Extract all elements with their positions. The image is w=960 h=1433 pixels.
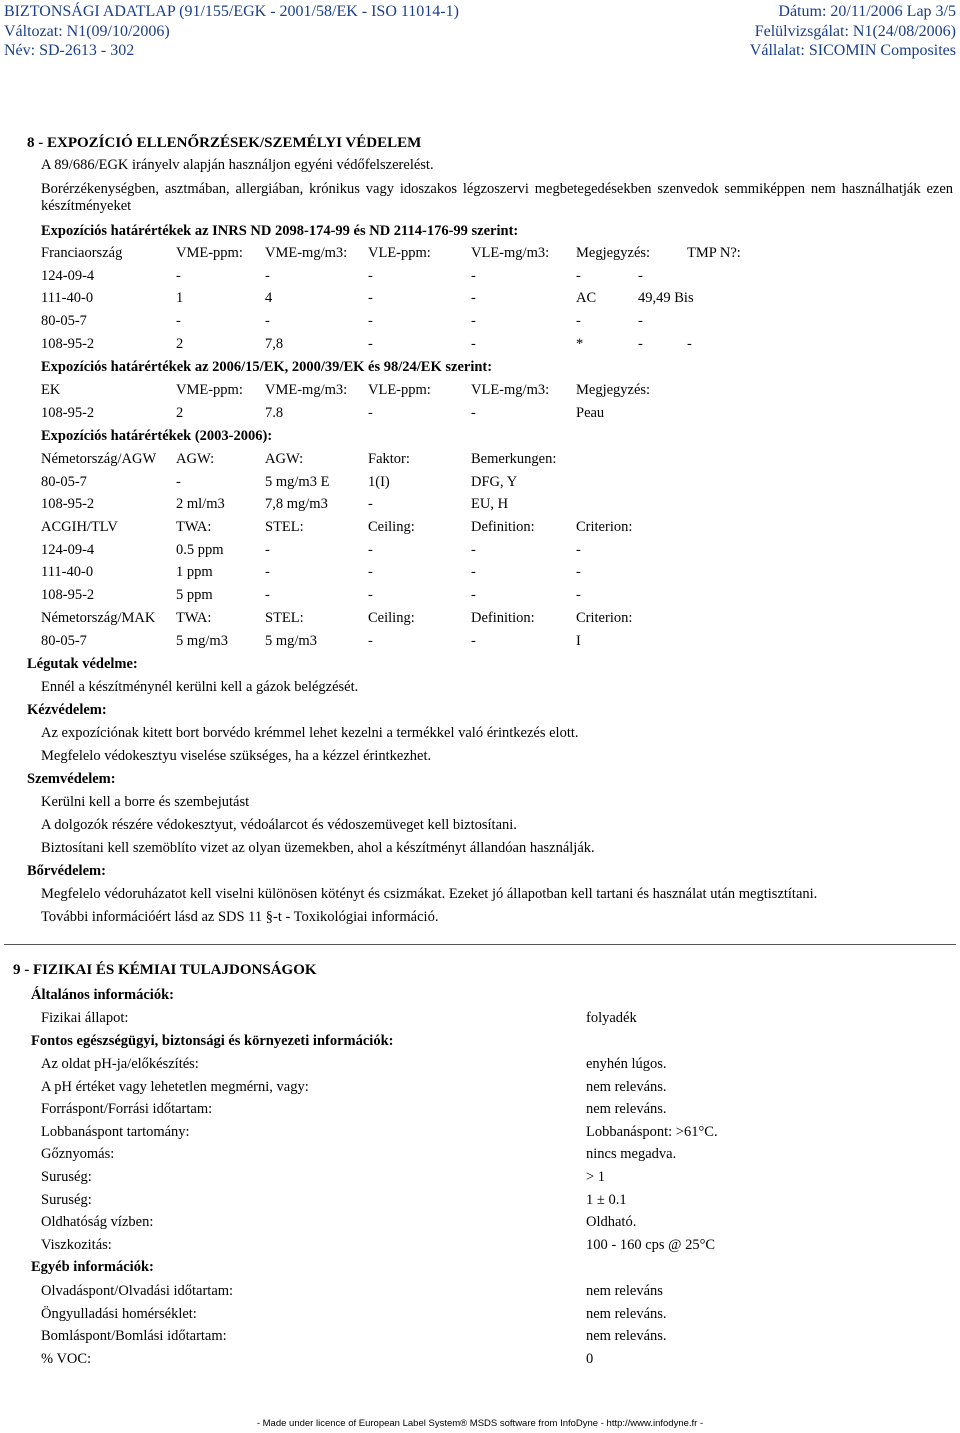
table-cell: Faktor: bbox=[368, 451, 410, 467]
table-cell: - bbox=[265, 541, 270, 558]
property-value: Oldható. bbox=[586, 1214, 637, 1231]
table-cell: Peau bbox=[576, 404, 605, 421]
property-label: Bomláspont/Bomlási időtartam: bbox=[41, 1328, 227, 1345]
table-cell: 7,8 mg/m3 bbox=[265, 496, 328, 513]
table-cell: - bbox=[368, 632, 373, 649]
table-cell: Megjegyzés: bbox=[576, 245, 651, 261]
table-cell: - bbox=[176, 313, 181, 330]
table-row bbox=[41, 496, 941, 519]
property-value: 100 - 160 cps @ 25°C bbox=[586, 1236, 716, 1253]
section-divider bbox=[4, 944, 956, 945]
other-info-heading: Egyéb információk: bbox=[31, 1259, 154, 1275]
table-cell: VLE-mg/m3: bbox=[471, 245, 550, 261]
footer-licence: - Made under licence of European Label System® MSDS software from InfoDyne - http://www.infodyne.fr - bbox=[256, 1418, 704, 1429]
table-cell: EU, H bbox=[471, 496, 509, 513]
table-row bbox=[41, 290, 941, 313]
table-cell: Ceiling: bbox=[368, 519, 415, 536]
table-cell: 7.8 bbox=[265, 404, 284, 421]
table-cell: 108-95-2 bbox=[41, 404, 95, 421]
table-row bbox=[41, 519, 941, 542]
table-cell: 108-95-2 bbox=[41, 587, 95, 604]
property-label: A pH értéket vagy lehetetlen megmérni, vagy: bbox=[41, 1078, 309, 1095]
table-cell: Definition: bbox=[471, 609, 535, 626]
table-cell: 2 bbox=[176, 335, 184, 352]
table-cell: - bbox=[638, 313, 643, 330]
table-cell: - bbox=[638, 267, 643, 284]
property-value: enyhén lúgos. bbox=[586, 1056, 667, 1072]
table-cell: 1(I) bbox=[368, 473, 390, 490]
property-label: Olvadáspont/Olvadási időtartam: bbox=[41, 1283, 234, 1299]
table-cell: 80-05-7 bbox=[41, 632, 87, 649]
table-row bbox=[41, 564, 941, 587]
table-cell: VLE-ppm: bbox=[368, 245, 431, 261]
sensitivity-warning: Borérzékenységben, asztmában, allergiában, krónikus vagy idoszakos légzoszervi megbetegedésekben szenvedok semmiképpen nem használhatják ezen készítményeket bbox=[41, 181, 953, 214]
table-cell: - bbox=[368, 335, 373, 352]
general-info-heading: Általános információk: bbox=[31, 987, 174, 1003]
table-row bbox=[41, 313, 941, 336]
property-row bbox=[41, 1237, 921, 1260]
table-cell: - bbox=[368, 290, 373, 307]
inrs-heading: Expozíciós határértékek az INRS ND 2098-174-99 és ND 2114-176-99 szerint: bbox=[41, 223, 519, 239]
version-label: Változat: N1(09/10/2006) bbox=[4, 23, 170, 40]
company-name: Vállalat: SICOMIN Composites bbox=[749, 42, 956, 59]
table-cell: 1 ppm bbox=[176, 564, 213, 581]
hand-text-1: Az expozíciónak kitett bort borvédo krémmel lehet kezelni a termékkel való érintkezés elott. bbox=[41, 725, 579, 741]
property-value: > 1 bbox=[586, 1168, 606, 1185]
table-cell: VME-ppm: bbox=[176, 382, 243, 398]
table-cell: 4 bbox=[265, 290, 273, 307]
table-cell: - bbox=[471, 335, 476, 352]
table-cell: AGW: bbox=[176, 451, 215, 467]
property-label: Viszkozitás: bbox=[41, 1236, 112, 1253]
table-cell: - bbox=[471, 632, 476, 649]
period-heading: Expozíciós határértékek (2003-2006): bbox=[41, 428, 273, 444]
table-row bbox=[41, 587, 941, 610]
table-row bbox=[41, 336, 941, 359]
property-value: nem releváns bbox=[586, 1283, 663, 1299]
table-cell: - bbox=[368, 541, 373, 558]
table-cell: 111-40-0 bbox=[41, 290, 94, 307]
table-cell: - bbox=[576, 313, 581, 330]
table-cell: 1 bbox=[176, 290, 184, 307]
property-row bbox=[41, 1169, 921, 1192]
table-cell: Németország/AGW bbox=[41, 451, 157, 467]
property-label: Suruség: bbox=[41, 1168, 92, 1185]
table-cell: 5 ppm bbox=[176, 587, 213, 604]
table-cell: TWA: bbox=[176, 519, 212, 536]
property-value: nem releváns. bbox=[586, 1101, 667, 1118]
table-cell: STEL: bbox=[265, 609, 304, 626]
ek-limits-table bbox=[41, 382, 941, 427]
table-cell: - bbox=[368, 313, 373, 330]
table-row bbox=[41, 633, 941, 656]
table-cell: 2 bbox=[176, 404, 184, 421]
eye-text-3: Biztosítani kell szemöblíto vizet az olyan üzemekben, ahol a készítményt állandóan használják. bbox=[41, 840, 595, 856]
table-cell: TWA: bbox=[176, 609, 212, 626]
table-cell: - bbox=[176, 267, 181, 284]
table-row bbox=[41, 245, 941, 268]
table-cell: Ceiling: bbox=[368, 609, 415, 626]
property-value: nem releváns. bbox=[586, 1078, 667, 1095]
table-cell: 124-09-4 bbox=[41, 541, 95, 558]
safety-info-list bbox=[41, 1056, 921, 1259]
revision-label: Felülvizsgálat: N1(24/08/2006) bbox=[754, 23, 956, 40]
skin-text-2: További információért lásd az SDS 11 §-t - Toxikológiai információ. bbox=[41, 909, 439, 925]
property-row bbox=[41, 1283, 921, 1306]
eye-text-2: A dolgozók részére védokesztyut, védoálarcot és védoszemüveget kell biztosítani. bbox=[41, 817, 517, 833]
property-row bbox=[41, 1146, 921, 1169]
table-cell: 80-05-7 bbox=[41, 473, 87, 490]
table-cell: - bbox=[176, 473, 181, 490]
table-cell: - bbox=[368, 404, 373, 421]
directive-text: A 89/686/EGK irányelv alapján használjon egyéni védőfelszerelést. bbox=[41, 157, 434, 173]
property-label: Az oldat pH-ja/előkészítés: bbox=[41, 1056, 199, 1072]
property-label: Fizikai állapot: bbox=[41, 1010, 129, 1026]
table-cell: VME-mg/m3: bbox=[265, 245, 348, 261]
table-cell: 5 mg/m3 bbox=[176, 632, 228, 649]
property-value: Lobbanáspont: >61°C. bbox=[586, 1123, 718, 1140]
table-cell: 5 mg/m3 bbox=[265, 632, 317, 649]
table-cell: - bbox=[368, 267, 373, 284]
property-label: Forráspont/Forrási időtartam: bbox=[41, 1101, 213, 1118]
table-cell: - bbox=[265, 587, 270, 604]
property-row bbox=[41, 1306, 921, 1329]
table-cell: Criterion: bbox=[576, 519, 633, 536]
property-label: % VOC: bbox=[41, 1350, 92, 1367]
table-cell: Bemerkungen: bbox=[471, 451, 557, 467]
property-value: folyadék bbox=[586, 1010, 637, 1026]
hand-heading: Kézvédelem: bbox=[27, 702, 107, 718]
property-value: 1 ± 0.1 bbox=[586, 1191, 627, 1208]
skin-heading: Bőrvédelem: bbox=[27, 863, 106, 879]
table-cell: 7,8 bbox=[265, 335, 284, 352]
table-cell: - bbox=[576, 587, 581, 604]
table-cell: - bbox=[471, 290, 476, 307]
table-row bbox=[41, 610, 941, 633]
table-row bbox=[41, 382, 941, 405]
table-cell: 108-95-2 bbox=[41, 335, 95, 352]
date-page: Dátum: 20/11/2006 Lap 3/5 bbox=[778, 3, 956, 20]
table-cell: 108-95-2 bbox=[41, 496, 95, 513]
property-row bbox=[41, 1010, 921, 1033]
table-cell: Megjegyzés: bbox=[576, 382, 651, 398]
table-cell: 80-05-7 bbox=[41, 313, 87, 330]
table-cell: - bbox=[265, 313, 270, 330]
eye-text-1: Kerülni kell a borre és szembejutást bbox=[41, 794, 250, 810]
table-cell: VLE-ppm: bbox=[368, 382, 431, 398]
table-cell: - bbox=[576, 564, 581, 581]
table-cell: * bbox=[576, 335, 584, 352]
table-cell: Németország/MAK bbox=[41, 609, 156, 626]
section9-title: 9 - FIZIKAI ÉS KÉMIAI TULAJDONSÁGOK bbox=[13, 962, 317, 978]
table-cell: VLE-mg/m3: bbox=[471, 382, 550, 398]
table-cell: VME-mg/m3: bbox=[265, 382, 348, 398]
property-value: nem releváns. bbox=[586, 1305, 667, 1322]
table-row bbox=[41, 268, 941, 291]
table-cell: 111-40-0 bbox=[41, 564, 94, 581]
table-cell: 0.5 ppm bbox=[176, 541, 224, 558]
product-name: Név: SD-2613 - 302 bbox=[4, 42, 135, 59]
property-row bbox=[41, 1214, 921, 1237]
table-cell: 2 ml/m3 bbox=[176, 496, 225, 513]
table-cell: - bbox=[687, 335, 692, 352]
eye-heading: Szemvédelem: bbox=[27, 771, 116, 787]
property-label: Lobbanáspont tartomány: bbox=[41, 1123, 190, 1140]
hand-text-2: Megfelelo védokesztyu viselése szükséges, ha a kézzel érintkezhet. bbox=[41, 748, 432, 764]
table-cell: AC bbox=[576, 290, 597, 307]
table-cell: VME-ppm: bbox=[176, 245, 243, 261]
property-value: nem releváns. bbox=[586, 1328, 667, 1345]
table-cell: - bbox=[576, 541, 581, 558]
section8-title: 8 - EXPOZÍCIÓ ELLENŐRZÉSEK/SZEMÉLYI VÉDELEM bbox=[27, 135, 422, 151]
ek-heading: Expozíciós határértékek az 2006/15/EK, 2000/39/EK és 98/24/EK szerint: bbox=[41, 359, 493, 375]
table-cell: AGW: bbox=[265, 451, 304, 467]
property-row bbox=[41, 1056, 921, 1079]
property-value: 0 bbox=[586, 1350, 594, 1367]
general-info-list bbox=[41, 1010, 921, 1033]
property-label: Öngyulladási homérséklet: bbox=[41, 1305, 197, 1322]
respiratory-heading: Légutak védelme: bbox=[27, 656, 138, 672]
table-cell: - bbox=[368, 564, 373, 581]
table-cell: - bbox=[265, 564, 270, 581]
table-cell: - bbox=[471, 564, 476, 581]
table-cell: - bbox=[471, 313, 476, 330]
table-cell: - bbox=[471, 541, 476, 558]
period-limits-table bbox=[41, 451, 941, 655]
table-cell: ACGIH/TLV bbox=[41, 519, 118, 536]
respiratory-text: Ennél a készítménynél kerülni kell a gázok belégzését. bbox=[41, 679, 359, 695]
table-cell: 5 mg/m3 E bbox=[265, 473, 330, 490]
property-row bbox=[41, 1192, 921, 1215]
table-cell: - bbox=[471, 587, 476, 604]
table-cell: DFG, Y bbox=[471, 473, 518, 490]
safety-info-heading: Fontos egészségügyi, biztonsági és környezeti információk: bbox=[31, 1033, 394, 1049]
property-label: Gőznyomás: bbox=[41, 1146, 115, 1163]
property-row bbox=[41, 1124, 921, 1147]
table-cell: - bbox=[638, 335, 643, 352]
table-cell: STEL: bbox=[265, 519, 304, 536]
property-row bbox=[41, 1328, 921, 1351]
table-cell: Criterion: bbox=[576, 609, 633, 626]
table-cell: TMP N?: bbox=[687, 245, 741, 261]
property-value: nincs megadva. bbox=[586, 1146, 677, 1163]
property-label: Oldhatóság vízben: bbox=[41, 1214, 154, 1231]
table-cell: EK bbox=[41, 382, 61, 398]
table-row bbox=[41, 542, 941, 565]
table-cell: I bbox=[576, 632, 581, 649]
table-cell: - bbox=[576, 267, 581, 284]
table-cell: - bbox=[471, 267, 476, 284]
table-cell: 124-09-4 bbox=[41, 267, 95, 284]
property-row bbox=[41, 1079, 921, 1102]
other-info-list bbox=[41, 1283, 921, 1373]
table-cell: Franciaország bbox=[41, 245, 123, 261]
table-cell: - bbox=[471, 404, 476, 421]
table-cell: Definition: bbox=[471, 519, 535, 536]
table-cell: - bbox=[368, 587, 373, 604]
table-row bbox=[41, 405, 941, 428]
document-title: BIZTONSÁGI ADATLAP (91/155/EGK - 2001/58/EK - ISO 11014-1) bbox=[4, 3, 459, 20]
table-cell: - bbox=[265, 267, 270, 284]
inrs-limits-table bbox=[41, 245, 941, 358]
skin-text-1: Megfelelo védoruházatot kell viselni különösen kötényt és csizmákat. Ezeket jó állapotban kell tartani és használat után megtisztítani. bbox=[41, 886, 818, 902]
property-label: Suruség: bbox=[41, 1191, 92, 1208]
table-row bbox=[41, 451, 941, 474]
property-row bbox=[41, 1351, 921, 1374]
table-row bbox=[41, 474, 941, 497]
property-row bbox=[41, 1101, 921, 1124]
table-cell: 49,49 Bis bbox=[638, 290, 694, 307]
table-cell: - bbox=[368, 496, 373, 513]
